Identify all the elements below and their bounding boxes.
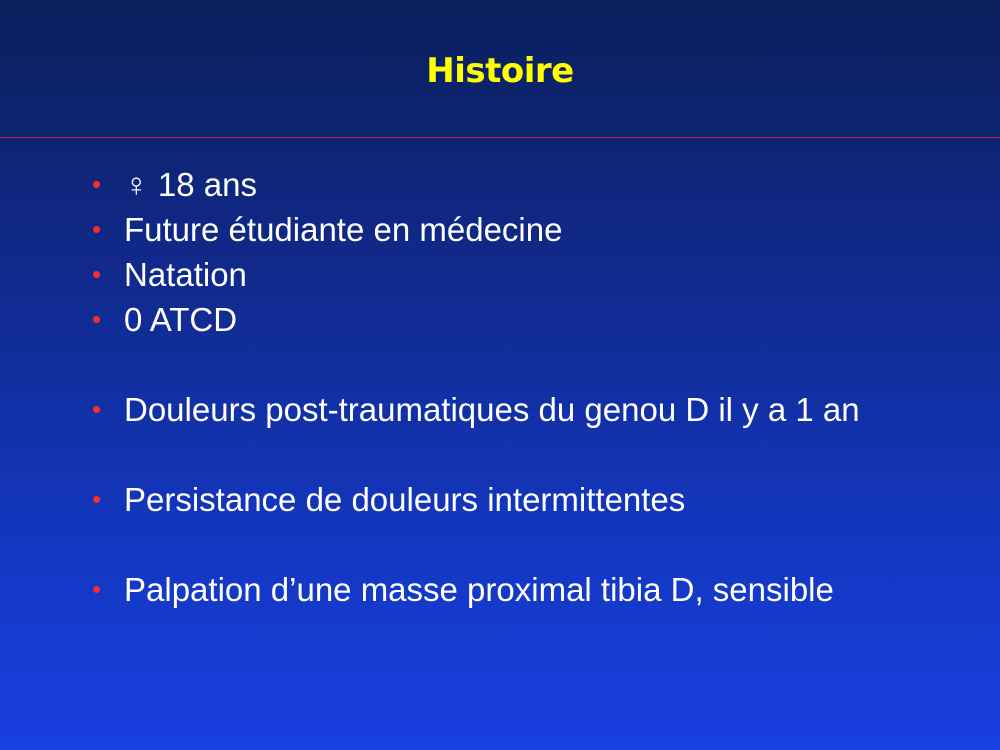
bullet-dot-icon: • [92,574,102,604]
list-item [92,252,952,297]
list-item [92,207,952,252]
list-item [92,387,952,432]
list-item-text: ♀ 18 ans [124,166,257,203]
list-item-text: Persistance de douleurs intermittentes [124,481,686,518]
bullet-dot-icon: • [92,484,102,514]
title-divider [0,137,1000,138]
list-item-text: Future étudiante en médecine [124,211,563,248]
bullet-dot-icon: • [92,394,102,424]
list-item-text: 0 ATCD [124,301,238,338]
list-item [92,162,952,207]
list-item [92,297,952,342]
slide-title: Histoire [426,51,574,91]
list-item-text: Douleurs post-traumatiques du genou D il y a 1 an [124,391,860,428]
bullet-dot-icon: • [92,214,102,244]
list-item [92,477,952,522]
bullet-dot-icon: • [92,259,102,289]
bullet-dot-icon: • [92,304,102,334]
list-item [92,567,952,612]
list-item-text: Palpation d’une masse proximal tibia D, sensible [124,571,834,608]
bullet-list [92,162,952,612]
bullet-dot-icon: • [92,169,102,199]
list-item-text: Natation [124,256,247,293]
